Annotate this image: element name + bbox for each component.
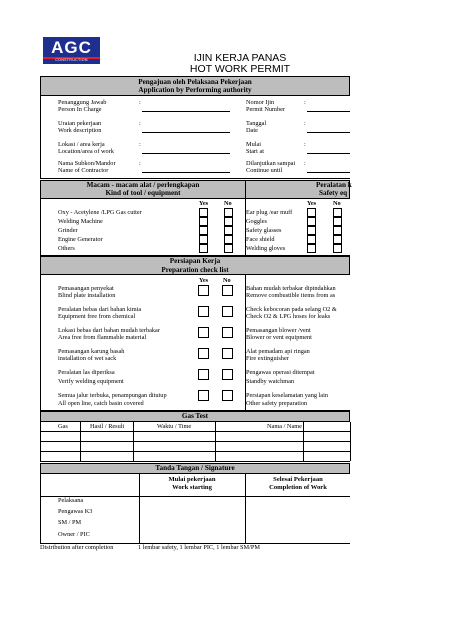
date-field[interactable]	[307, 132, 350, 133]
prep-item-en: Area free from flammable material	[58, 334, 147, 341]
title-line1: IJIN KERJA PANAS	[193, 52, 287, 64]
continue-label-id: Dilanjutkan sampai	[246, 160, 296, 167]
signature-end-cell[interactable]	[246, 497, 350, 542]
tool-yes-checkbox[interactable]	[199, 208, 208, 217]
prep-item-en: Blind plate installation	[58, 292, 116, 299]
start-label-id: Mulai	[246, 141, 262, 148]
workdesc-label-id: Uraian pekerjaan	[58, 120, 102, 127]
tool-no-checkbox[interactable]	[224, 208, 233, 217]
ppe-item: Safety glasses	[246, 227, 282, 234]
prep-item-id: Pemasangan blower /vent	[246, 327, 311, 334]
prep-yes-checkbox[interactable]	[198, 285, 209, 296]
prep-item-en: Standby watchman	[246, 378, 295, 385]
permitno-label-en: Permit Number	[246, 106, 285, 113]
prep-item-en: installation of wet sack	[58, 355, 117, 362]
ppe-no-checkbox[interactable]	[333, 235, 342, 244]
permitno-label-id: Nomor Ijin	[246, 99, 275, 106]
signature-start-cell[interactable]	[140, 497, 244, 542]
ppe-yes-checkbox[interactable]	[307, 235, 316, 244]
sig-row-label: Pengawas K3	[58, 508, 93, 515]
prep-item-id: Alat pemadam api ringan	[246, 348, 310, 355]
contractor-label-en: Name of Contractor	[58, 167, 109, 174]
permitno-field[interactable]	[307, 111, 350, 112]
prep-item-id: Peralatan bebas dari bahan kimia	[58, 306, 142, 313]
sig-col-start-en: Work starting	[172, 484, 212, 491]
ppe-yes-checkbox[interactable]	[307, 208, 316, 217]
tools-no-head: No	[224, 200, 232, 207]
ppe-yes-head: Yes	[307, 200, 317, 207]
prep-item-id: Bahan mudah terbakar dipindahkan	[246, 285, 336, 292]
location-label-en: Location/area of work	[58, 148, 114, 155]
prep-no-checkbox[interactable]	[222, 390, 233, 401]
prep-no-head: No	[223, 277, 231, 284]
ppe-head-id: Peralatan k	[316, 181, 352, 189]
tool-no-checkbox[interactable]	[224, 217, 233, 226]
sig-col-end-id: Selesai Pekerjaan	[273, 476, 323, 483]
prep-item-en: Equipment free from chemical	[58, 313, 136, 320]
contractor-label-id: Nama Subkon/Mandor	[58, 160, 116, 167]
title-line2: HOT WORK PERMIT	[189, 63, 291, 75]
tool-no-checkbox[interactable]	[224, 244, 233, 253]
pic-field[interactable]	[142, 111, 230, 112]
tools-head-en: Kind of tool / equipment	[105, 189, 181, 197]
prep-item-id: Persiapan keselamatan yang lain	[246, 392, 329, 399]
sig-row-label: Pelaksana	[58, 497, 84, 504]
prep-item-id: Semua jalur terbuka, penampungan ditutup	[58, 392, 167, 399]
ppe-item: Goggles	[246, 218, 267, 225]
tool-no-checkbox[interactable]	[224, 235, 233, 244]
prep-item-en: Fire extinguisher	[246, 355, 289, 362]
section1-head1: Pengajuan oleh Pelaksana Pekerjaan	[138, 78, 252, 86]
prep-item-en: Verify welding equipment	[58, 378, 124, 385]
prep-item-en: All open line, catch basin covered	[58, 400, 144, 407]
gas-test-title: Gas Test	[181, 412, 209, 420]
tool-item: Oxy - Acetylene /LPG Gas cutter	[58, 209, 142, 216]
prep-yes-checkbox[interactable]	[198, 327, 209, 338]
location-label-id: Lokasi / area kerja	[58, 141, 105, 148]
pic-label-en: Person In Charge	[58, 106, 102, 113]
prep-item-id: Pemasangan karung basah	[58, 348, 125, 355]
prep-no-checkbox[interactable]	[222, 348, 233, 359]
contractor-field[interactable]	[142, 172, 230, 173]
continue-field[interactable]	[307, 172, 350, 173]
tool-item: Engine Generator	[58, 236, 103, 243]
prep-yes-checkbox[interactable]	[198, 369, 209, 380]
gas-test-cell[interactable]	[41, 432, 79, 460]
tools-head-id: Macam - macam alat / perlengkapan	[86, 181, 200, 189]
prep-no-checkbox[interactable]	[222, 306, 233, 317]
prep-no-checkbox[interactable]	[222, 285, 233, 296]
logo-subtext: CONSTRUCTION	[55, 58, 88, 62]
workdesc-field[interactable]	[142, 132, 230, 133]
prep-item-en: Other safety preparation	[246, 400, 308, 407]
workdesc-label-en: Work description	[58, 127, 102, 134]
ppe-no-checkbox[interactable]	[333, 226, 342, 235]
gas-col-result: Hasil / Result	[90, 423, 125, 430]
date-label-id: Tanggal	[246, 120, 267, 127]
ppe-yes-checkbox[interactable]	[307, 217, 316, 226]
start-field[interactable]	[307, 153, 350, 154]
prep-item-id: Check kebocoran pada selang O2 &	[246, 306, 337, 313]
tool-yes-checkbox[interactable]	[199, 226, 208, 235]
distribution-value: 1 lembar safety, 1 lembar PIC, 1 lembar SM/PM	[138, 544, 261, 551]
gas-col-time: Waktu / Time	[157, 423, 192, 430]
ppe-item: Welding gloves	[246, 245, 286, 252]
prep-no-checkbox[interactable]	[222, 327, 233, 338]
pic-label-id: Penanggung Jawab	[58, 99, 107, 106]
ppe-no-checkbox[interactable]	[333, 217, 342, 226]
prep-item-en: Check O2 & LPG hoses for leaks	[246, 313, 331, 320]
gas-col-name: Nama / Name	[267, 423, 302, 430]
prep-yes-checkbox[interactable]	[198, 348, 209, 359]
start-label-en: Start at	[246, 148, 265, 155]
sig-col-end-en: Completion of Work	[269, 484, 327, 491]
date-label-en: Date	[246, 127, 258, 134]
prep-item-en: Blower or vent equipment	[246, 334, 312, 341]
prep-yes-checkbox[interactable]	[198, 306, 209, 317]
prep-item-id: Lokasi bebas dari bahan mudah terbakar	[58, 327, 160, 334]
sig-row-label: SM / PM	[58, 519, 82, 526]
ppe-item: Ear plug /ear muff	[246, 209, 293, 216]
tool-yes-checkbox[interactable]	[199, 235, 208, 244]
ppe-no-head: No	[333, 200, 341, 207]
ppe-yes-checkbox[interactable]	[307, 226, 316, 235]
prep-head-id: Persiapan Kerja	[169, 257, 221, 265]
tool-item: Welding Machine	[58, 218, 103, 225]
ppe-item: Face shield	[246, 236, 275, 243]
prep-yes-head: Yes	[199, 277, 209, 284]
ppe-head-en: Safety eq	[319, 189, 348, 197]
tool-item: Grinder	[58, 227, 78, 234]
ppe-yes-checkbox[interactable]	[307, 244, 316, 253]
prep-yes-checkbox[interactable]	[198, 390, 209, 401]
tool-item: Others	[58, 245, 75, 252]
prep-head-en: Preparation check list	[161, 266, 229, 274]
prep-no-checkbox[interactable]	[222, 369, 233, 380]
sig-row-label: Owner / PIC	[58, 531, 90, 538]
tool-no-checkbox[interactable]	[224, 226, 233, 235]
gas-col-gas: Gas	[58, 423, 68, 430]
ppe-no-checkbox[interactable]	[333, 208, 342, 217]
distribution-label: Distribution after completion	[40, 544, 114, 551]
prep-item-en: Remove combustible items from as	[246, 292, 336, 299]
prep-item-id: Peralatan las diperiksa	[58, 369, 115, 376]
prep-item-id: Pengawas operasi ditempat	[246, 369, 315, 376]
sig-col-start-id: Mulai pekerjaan	[168, 476, 216, 483]
tools-yes-head: Yes	[199, 200, 209, 207]
tool-yes-checkbox[interactable]	[199, 217, 208, 226]
tool-yes-checkbox[interactable]	[199, 244, 208, 253]
continue-label-en: Continue until	[246, 167, 283, 174]
agc-logo	[43, 37, 100, 64]
prep-item-id: Pemasangan penyekat	[58, 285, 114, 292]
logo-text: AGC	[51, 38, 92, 57]
signature-title: Tanda Tangan / Signature	[155, 464, 235, 472]
section1-head2: Application by Performing authority	[138, 86, 252, 94]
location-field[interactable]	[142, 153, 230, 154]
ppe-no-checkbox[interactable]	[333, 244, 342, 253]
